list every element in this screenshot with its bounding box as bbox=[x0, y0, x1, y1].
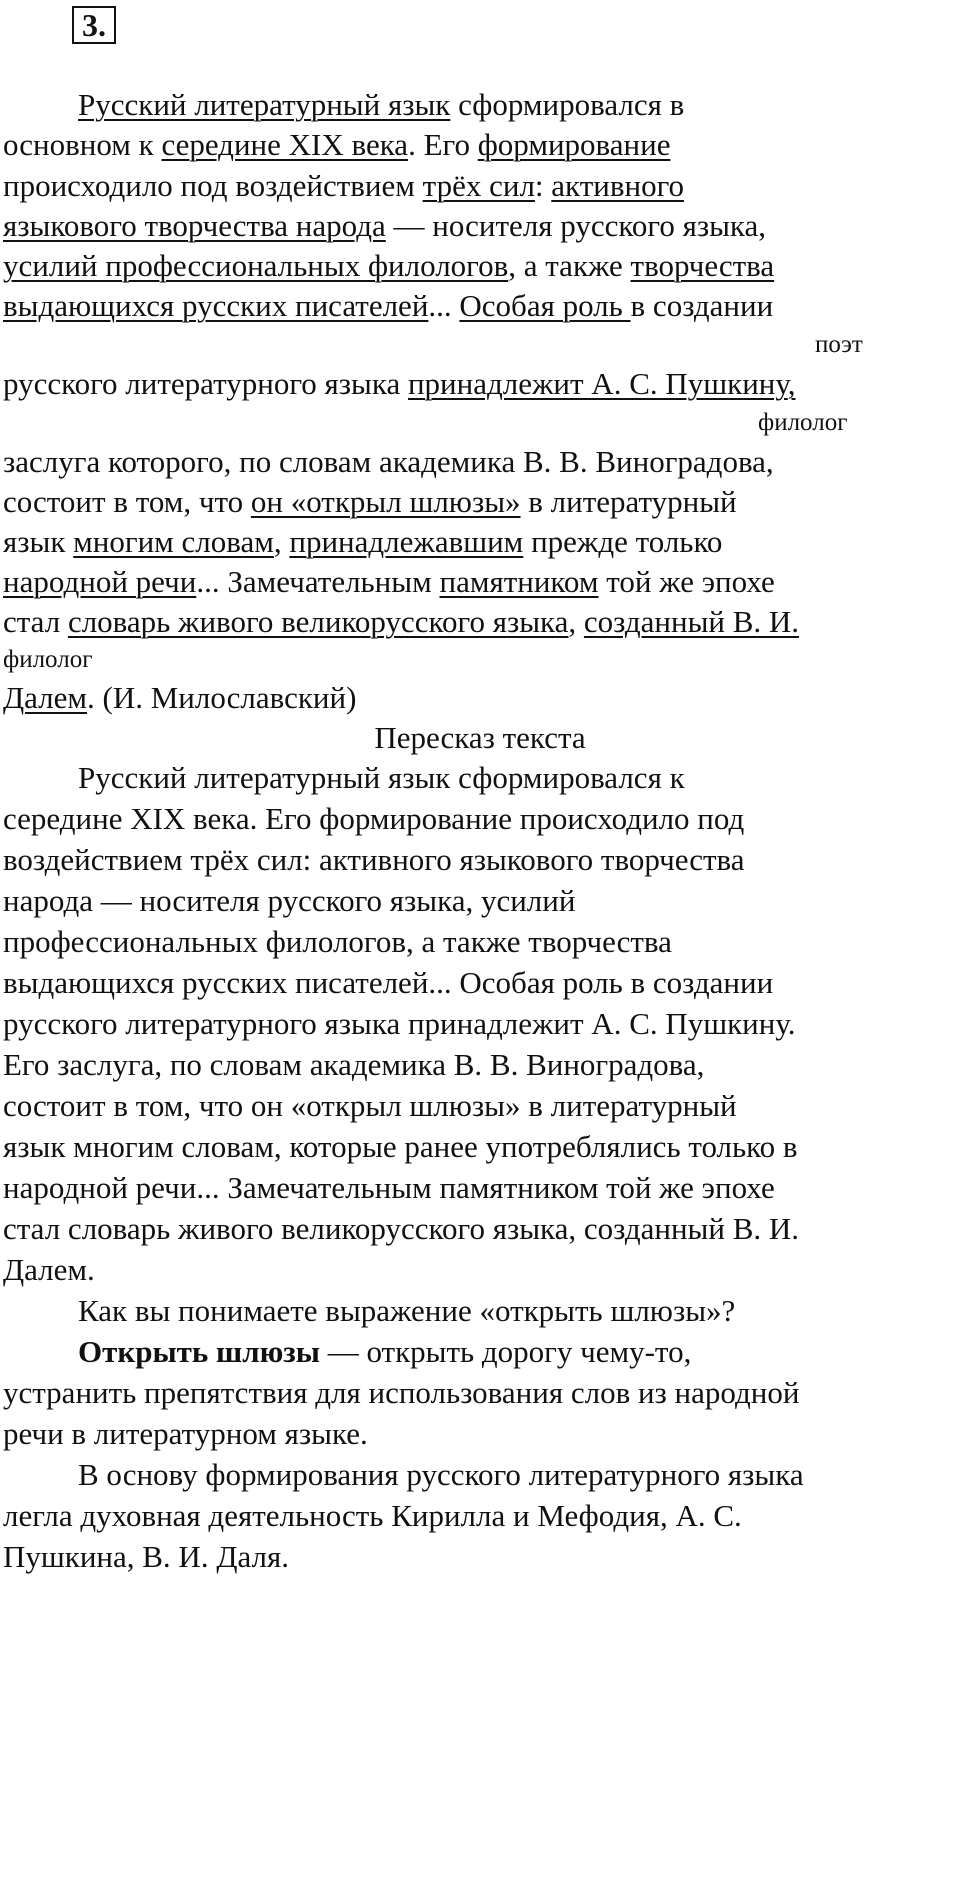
annotation-philologist: филолог bbox=[758, 409, 848, 436]
conclusion-line: В основу формирования русского литературного языка bbox=[78, 1457, 804, 1492]
underlined-phrase: многим словам bbox=[73, 524, 274, 559]
underlined-phrase: принадлежит А. С. Пушкину, bbox=[407, 366, 796, 401]
retelling-line: стал словарь живого великорусского языка, созданный В. И. bbox=[3, 1211, 800, 1246]
underlined-phrase: созданный В. И. bbox=[583, 604, 800, 639]
task-number: 3. bbox=[72, 6, 116, 44]
underlined-phrase: Русский литературный язык bbox=[78, 87, 451, 122]
underlined-phrase: выдающихся русских писателей bbox=[3, 288, 429, 323]
underlined-phrase: памятником bbox=[439, 564, 599, 599]
retelling-line: середине XIX века. Его формирование происходило под bbox=[3, 801, 745, 836]
underlined-phrase: творчества bbox=[630, 248, 775, 283]
retelling-line: воздействием трёх сил: активного языкового творчества bbox=[3, 842, 745, 877]
underlined-phrase: Далем bbox=[3, 680, 88, 715]
original-line-8: заслуга которого, по словам академика В. В. Виноградова, bbox=[3, 444, 774, 479]
retelling-line: язык многим словам, которые ранее употреблялись только в bbox=[3, 1129, 798, 1164]
conclusion-line: легла духовная деятельность Кирилла и Мефодия, А. С. bbox=[3, 1498, 742, 1533]
retelling-line: состоит в том, что он «открыл шлюзы» в литературный bbox=[3, 1088, 737, 1123]
original-line-11: народной речи... Замечательным памятником той же эпохе bbox=[3, 564, 775, 599]
retelling-line: русского литературного языка принадлежит А. С. Пушкину. bbox=[3, 1006, 796, 1041]
original-line-7: русского литературного языка принадлежит А. С. Пушкину, bbox=[3, 366, 796, 401]
answer-term: Открыть шлюзы bbox=[78, 1334, 320, 1369]
question: Как вы понимаете выражение «открыть шлюзы»? bbox=[78, 1293, 736, 1328]
original-line-3: происходило под воздействием трёх сил: активного bbox=[3, 168, 685, 203]
retelling-line: народа — носителя русского языка, усилий bbox=[3, 883, 576, 918]
original-line-2: основном к середине XIX века. Его формирование bbox=[3, 127, 671, 162]
underlined-phrase: трёх сил bbox=[422, 168, 535, 203]
retelling-line: Далем. bbox=[3, 1252, 95, 1287]
underlined-phrase: словарь живого великорусского языка bbox=[67, 604, 569, 639]
original-line-13: Далем. (И. Милославский) bbox=[3, 680, 357, 715]
original-line-1: Русский литературный язык сформировался в bbox=[78, 87, 685, 122]
annotation-poet: поэт bbox=[815, 331, 863, 358]
retelling-line: профессиональных филологов, а также творчества bbox=[3, 924, 672, 959]
underlined-phrase: принадлежавшим bbox=[289, 524, 524, 559]
underlined-phrase: формирование bbox=[477, 127, 671, 162]
annotation-philologist-2: филолог bbox=[3, 646, 93, 673]
retelling-line: Русский литературный язык сформировался к bbox=[78, 760, 685, 795]
retelling-line: Его заслуга, по словам академика В. В. Виноградова, bbox=[3, 1047, 705, 1082]
original-line-12: стал словарь живого великорусского языка, созданный В. И. bbox=[3, 604, 800, 639]
underlined-phrase: активного bbox=[551, 168, 685, 203]
answer-line-2: устранить препятствия для использования слов из народной bbox=[3, 1375, 800, 1410]
underlined-phrase: он «открыл шлюзы» bbox=[250, 484, 521, 519]
retelling-line: выдающихся русских писателей... Особая роль в создании bbox=[3, 965, 774, 1000]
answer-line-1: Открыть шлюзы — открыть дорогу чему-то, bbox=[78, 1334, 692, 1369]
retelling-title: Пересказ текста bbox=[374, 720, 586, 755]
retelling-line: народной речи... Замечательным памятником той же эпохе bbox=[3, 1170, 775, 1205]
original-line-6: выдающихся русских писателей... Особая роль в создании bbox=[3, 288, 774, 323]
original-line-9: состоит в том, что он «открыл шлюзы» в литературный bbox=[3, 484, 737, 519]
original-line-4: языкового творчества народа — носителя русского языка, bbox=[3, 208, 767, 243]
original-line-5: усилий профессиональных филологов, а также творчества bbox=[3, 248, 775, 283]
underlined-phrase: языкового творчества народа bbox=[3, 208, 386, 243]
underlined-phrase: народной речи bbox=[3, 564, 197, 599]
answer-line-3: речи в литературном языке. bbox=[3, 1416, 368, 1451]
underlined-phrase: середине XIX века bbox=[161, 127, 409, 162]
conclusion-line: Пушкина, В. И. Даля. bbox=[3, 1539, 289, 1574]
underlined-phrase: усилий профессиональных филологов bbox=[3, 248, 509, 283]
original-line-10: язык многим словам, принадлежавшим прежде только bbox=[3, 524, 723, 559]
underlined-phrase: Особая роль bbox=[459, 288, 631, 323]
